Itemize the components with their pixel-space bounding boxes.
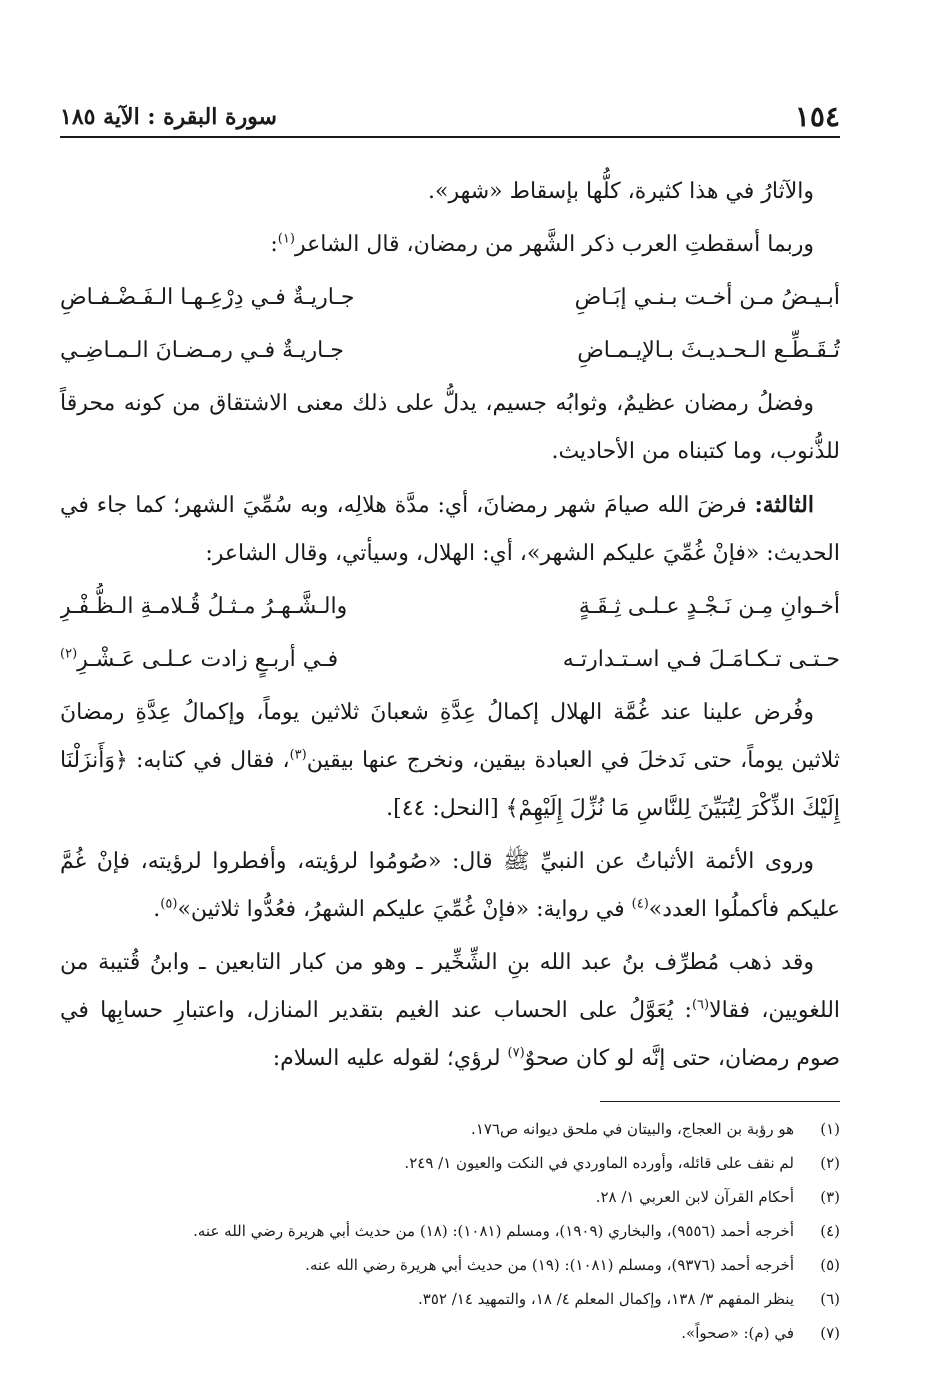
footnote-number: (٥) (820, 1256, 840, 1274)
footnote-number: (٢) (820, 1154, 840, 1172)
paragraph-7-text-a: وقد ذهب مُطرِّف بنُ عبد الله بنِ الشِّخِّير ـ وهو من كبار التابعين ـ وابنُ قُتيبة من اللغويين، فقالا (60, 950, 841, 1023)
surah-title: سورة البقرة : الآية ١٨٥ (60, 104, 277, 130)
verse-2-second-hemistich: جـاريـةٌ فـي رمـضـانَ الـمـاضِـي (60, 338, 344, 363)
verse-line-3 (60, 583, 840, 631)
footnote-text: ينظر المفهم ٣/ ١٣٨، وإكمال المعلم ٤/ ١٨، والتمهيد ١٤/ ٣٥٢. (417, 1290, 794, 1308)
paragraph-5-text-b: ، فقال في كتابه: ﴿وَأَنزَلْنَا إِلَيْكَ الذِّكْرَ لِتُبَيِّنَ لِلنَّاسِ مَا نُزِّلَ إِلَيْهِمْ﴾ [النحل: ٤٤]. (60, 748, 840, 821)
footnote-text: في (م): «صحواً». (681, 1324, 794, 1342)
footnote-number: (٤) (820, 1222, 840, 1240)
footnote-4 (60, 1214, 840, 1248)
footnote-7 (60, 1316, 840, 1350)
verse-2-first-hemistich: تُـقَـطِّـع الـحـديـثَ بـالإيـمـاضِ (577, 338, 840, 363)
footnote-text: أخرجه أحمد (٩٣٧٦)، ومسلم (١٠٨١): (١٩) من حديث أبي هريرة رضي الله عنه. (305, 1256, 794, 1274)
footnote-text: هو رؤبة بن العجاج، والبيتان في ملحق ديوانه ص١٧٦. (471, 1120, 794, 1138)
footnote-ref-2: (٢) (60, 646, 78, 662)
paragraph-7-text-c: لرؤي؛ لقوله عليه السلام: (272, 1046, 508, 1071)
paragraph-7 (60, 939, 840, 1083)
paragraph-2-end: : (270, 232, 278, 257)
verse-line-1 (60, 274, 840, 322)
footnote-text: أخرجه أحمد (٩٥٥٦)، والبخاري (١٩٠٩)، ومسلم (١٠٨١): (١٨) من حديث أبي هريرة رضي الله عنه. (193, 1222, 794, 1240)
verse-3-second-hemistich: والـشَّـهـرُ مـثـلُ قُـلامـةِ الـظُّـفْـرِ (60, 594, 348, 619)
verse-line-2 (60, 327, 840, 375)
footnote-ref-1: (١) (277, 231, 295, 247)
footnote-text: لم نقف على قائله، وأورده الماوردي في النكت والعيون ١/ ٢٤٩. (404, 1154, 794, 1172)
footnote-ref-3: (٣) (289, 747, 307, 763)
footnote-2 (60, 1146, 840, 1180)
page-number: ١٥٤ (794, 100, 840, 133)
paragraph-3: وفضلُ رمضان عظيمٌ، وثوابُه جسيم، يدلُّ على ذلك معنى الاشتقاق من كونه محرقاً للذُّنوب، وما كتبناه من الأحاديث. (60, 391, 840, 464)
verse-4-first-hemistich: حـتـى تـكـامَـلَ فـي اسـتـدارتـه (562, 647, 840, 672)
footnote-ref-4: (٤) (631, 896, 649, 912)
main-text (60, 168, 840, 1083)
footnote-number: (١) (820, 1120, 840, 1138)
section-lead-third: الثالثة: (754, 492, 814, 518)
header-divider (60, 136, 840, 138)
paragraph-2-text: وربما أسقطتِ العرب ذكر الشَّهر من رمضان، قال الشاعر (294, 232, 814, 257)
verse-3-first-hemistich: أخـوانِ مِـن نَـجْـدٍ عـلـى ثِـقَـةٍ (578, 594, 840, 619)
footnote-3 (60, 1180, 840, 1214)
paragraph-6-text-a: وروى الأئمة الأثباتُ عن النبيِّ ﷺ قال: «صُومُوا لرؤيته، وأفطروا لرؤيته، فإنْ غُمَّ عليكم فأكملُوا العدد» (60, 849, 840, 922)
paragraph-4 (60, 481, 840, 578)
footnote-1 (60, 1112, 840, 1146)
footnote-text: أحكام القرآن لابن العربي ١/ ٢٨. (595, 1188, 794, 1206)
verse-1-second-hemistich: جـاريـةٌ فـي دِرْعِـهـا الـفَـضْـفـاضِ (60, 285, 355, 310)
verse-4-second-hemistich (60, 636, 420, 684)
paragraph-4-text: فرضَ الله صيامَ شهر رمضانَ، أي: مدَّة هلالِه، وبه سُمِّيَ الشهر؛ كما جاء في الحديث: «فإنْ غُمِّيَ عليكم الشهر»، أي: الهلال، وسيأتي، وقال الشاعر: (60, 493, 840, 566)
book-page (60, 92, 840, 1350)
paragraph-1: والآثارُ في هذا كثيرة، كلُّها بإسقاط «شهر». (428, 179, 814, 204)
footnotes (60, 1112, 840, 1350)
footnote-ref-7: (٧) (507, 1045, 525, 1061)
paragraph-5 (60, 689, 840, 833)
footnote-divider (600, 1101, 840, 1102)
footnote-5 (60, 1248, 840, 1282)
verse-1-first-hemistich: أبـيـضُ مـن أخـت بـنـي إبَـاضِ (574, 285, 840, 310)
footnote-number: (٦) (820, 1290, 840, 1308)
footnote-ref-5: (٥) (160, 896, 178, 912)
verse-line-4 (60, 636, 840, 684)
footnote-number: (٧) (820, 1324, 840, 1342)
paragraph-5-text-a: وفُرض علينا عند غُمَّة الهلال إكمالُ عِدَّةِ شعبانَ ثلاثين يوماً، وإكمالُ عِدَّةِ رمضانَ ثلاثين يوماً، حتى نَدخلَ في العبادة بيقين، ونخرج عنها بيقين (60, 700, 841, 773)
paragraph-6 (60, 838, 840, 934)
paragraph-7-text-b: : يُعَوَّلُ على الحساب عند الغيم بتقدير المنازل، واعتبارِ حسابِها في صوم رمضان، حتى إنَّه لو كان صحوٌ (60, 998, 840, 1071)
footnote-6 (60, 1282, 840, 1316)
paragraph-6-text-c: . (153, 897, 161, 922)
verse-4-second-hemistich-text: فـي أربـعٍ زادت عـلـى عَـشْـرِ (77, 647, 339, 672)
paragraph-2 (60, 221, 840, 269)
footnote-number: (٣) (820, 1188, 840, 1206)
paragraph-6-text-b: في رواية: «فإنْ غُمِّيَ عليكم الشهرُ، فعُدُّوا ثلاثين» (177, 897, 632, 922)
footnote-ref-6: (٦) (691, 997, 710, 1013)
running-header (60, 92, 840, 134)
